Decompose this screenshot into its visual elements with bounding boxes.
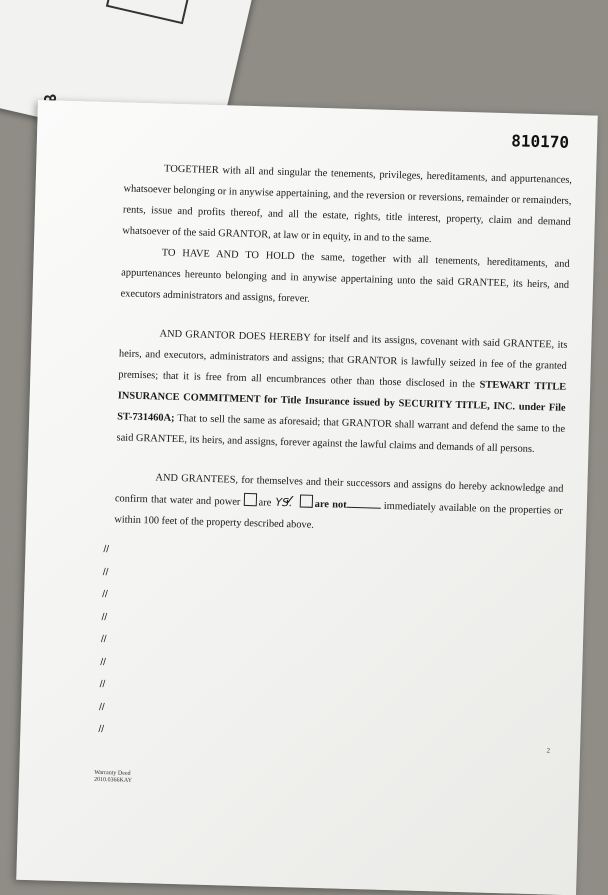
- covenant-text-end: That to sell the same as aforesaid; that GRANTOR shall warrant and defend the same to the said GRANTEE, its heirs, and assigns, forever against the lawful claims and demands of all persons.: [116, 412, 566, 455]
- slash-mark: //: [100, 656, 107, 668]
- checkbox-are-not[interactable]: [300, 494, 313, 507]
- paragraph-together: TOGETHER with all and singular the tenements, privileges, hereditaments, and appurtenances, whatsoever belonging or in anywise appertaining, and the reversion or reversions, remainder or remainders, rents, issue and profits thereof, and all the estate, rights, title interest, property, claim and demand whatsoever of the said GRANTOR, at law or in equity, in and to the same.: [122, 163, 573, 246]
- page-number: 810170: [510, 131, 570, 152]
- blank-line: [347, 507, 381, 509]
- slash-mark: //: [103, 544, 110, 556]
- slash-mark: //: [100, 633, 107, 646]
- covenant-title-commitment: STEWART TITLE INSURANCE COMMITMENT for Title Insurance issued by SECURITY TITLE, INC. under File ST-731460A;: [117, 379, 567, 424]
- slash-mark: //: [101, 611, 108, 623]
- slash-mark: //: [99, 678, 106, 691]
- covenant-text-start: AND GRANTOR DOES HEREBY for itself and its assigns, covenant with said GRANTEE, its heirs, and executors, administrators and assigns; that GRANTOR is lawfully seized in fee of the granted premises; that it is free from all encumbrances other than those disclosed in the: [118, 328, 568, 391]
- checkbox-are[interactable]: [243, 493, 256, 506]
- paragraph-grantees: [114, 466, 564, 542]
- document-page: [16, 100, 598, 895]
- option-are-not-label: are not: [314, 498, 347, 511]
- footer: [94, 770, 132, 785]
- slash-marks: [98, 544, 109, 747]
- document-body: [114, 157, 572, 542]
- footer-doc-id: 2010.0366KAY: [93, 776, 133, 784]
- slash-mark: //: [102, 588, 108, 601]
- footer-doc-type: Warranty Deed: [94, 769, 131, 777]
- handwritten-mark: YS.: [275, 495, 293, 510]
- sheet-number: 2: [546, 746, 551, 755]
- paragraph-covenant: [116, 322, 567, 460]
- slash-mark: //: [102, 566, 109, 578]
- slash-mark: //: [98, 723, 105, 736]
- grantees-text-end: immediately available on the properties or within 100 feet of the property described above.: [114, 500, 563, 531]
- grantees-text-start: AND GRANTEES, for themselves and their successors and assigns do hereby acknowledge and confirm that water and power: [114, 472, 564, 508]
- paragraph-to-have-and-hold: TO HAVE AND TO HOLD the same, together with all tenements, hereditaments, and appurtenances hereunto belonging and in anywise appertaining unto the said GRANTEE, its heirs, and executors administrators and assigns, forever.: [120, 247, 570, 305]
- slash-mark: //: [98, 701, 105, 713]
- option-are-label: are: [258, 497, 272, 509]
